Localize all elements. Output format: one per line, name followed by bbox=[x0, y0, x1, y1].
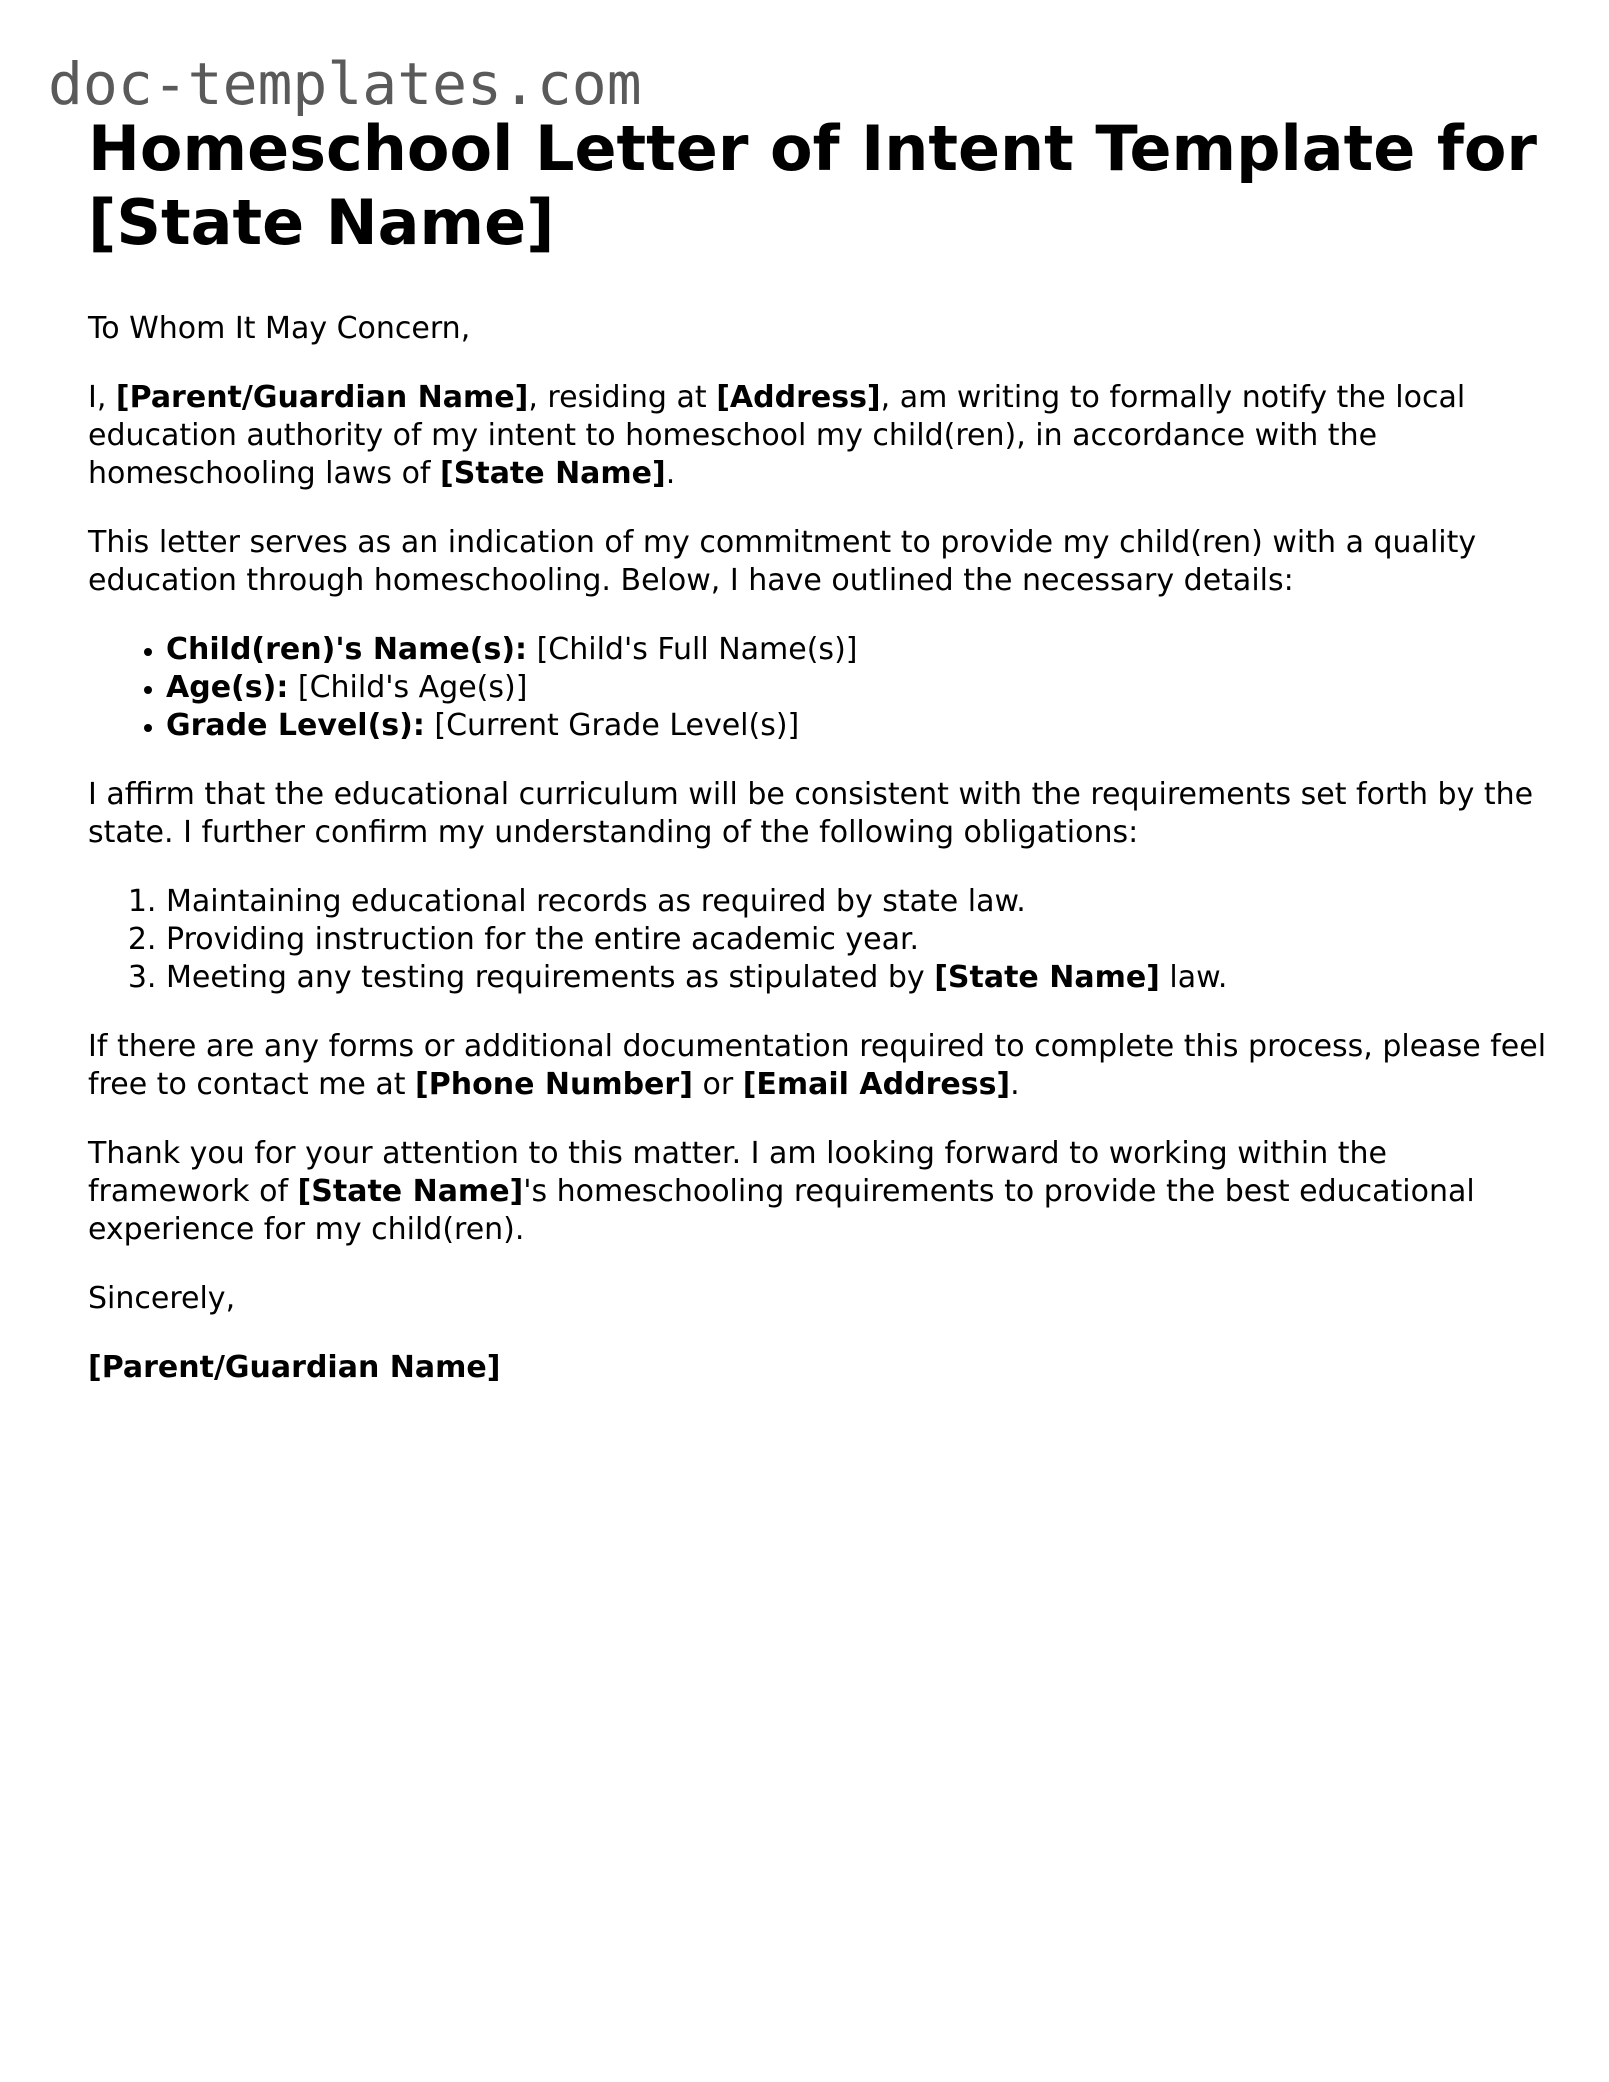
state-name-placeholder: [State Name] bbox=[440, 456, 666, 491]
parent-name-placeholder: [Parent/Guardian Name] bbox=[115, 380, 529, 415]
detail-label: Age(s): bbox=[166, 670, 289, 705]
closing: Sincerely, bbox=[88, 1281, 236, 1316]
list-item bbox=[166, 959, 1548, 997]
contact-text: or bbox=[692, 1067, 743, 1102]
state-name-placeholder: [State Name] bbox=[934, 960, 1160, 995]
email-placeholder: [Email Address] bbox=[742, 1067, 1011, 1102]
thanks-text: Thank you for your attention to this matter. I am looking forward to working within the framework of bbox=[88, 1136, 1388, 1209]
page-title: Homeschool Letter of Intent Template for [State Name] bbox=[88, 112, 1538, 259]
obligation-text: law. bbox=[1159, 960, 1228, 995]
list-item bbox=[166, 707, 1548, 745]
signature-name: [Parent/Guardian Name] bbox=[88, 1350, 501, 1385]
signature bbox=[88, 1349, 1548, 1387]
detail-label: Grade Level(s): bbox=[166, 708, 425, 743]
intro-paragraph bbox=[88, 379, 1548, 493]
obligation-text: Meeting any testing requirements as stipulated by bbox=[166, 960, 935, 995]
phone-placeholder: [Phone Number] bbox=[415, 1067, 693, 1102]
contact-text: If there are any forms or additional documentation required to complete this process, please feel free to contact me at bbox=[88, 1029, 1547, 1102]
intro-text: , residing at bbox=[528, 380, 717, 415]
detail-value: [Child's Age(s)] bbox=[288, 670, 528, 705]
list-item bbox=[166, 631, 1548, 669]
salutation: To Whom It May Concern, bbox=[88, 311, 471, 346]
detail-label: Child(ren)'s Name(s): bbox=[166, 632, 528, 667]
commitment-paragraph: This letter serves as an indication of my commitment to provide my child(ren) with a quality education through homeschooling. Below, I have outlined the necessary details: bbox=[88, 525, 1477, 598]
address-placeholder: [Address] bbox=[716, 380, 881, 415]
thanks-text: 's homeschooling requirements to provide the best educational experience for my child(ren). bbox=[88, 1174, 1475, 1247]
watermark: doc-templates.com bbox=[48, 50, 642, 118]
details-list bbox=[88, 631, 1548, 745]
letter-content bbox=[88, 112, 1548, 1387]
state-name-placeholder: [State Name] bbox=[297, 1174, 524, 1209]
intro-text: . bbox=[665, 456, 676, 491]
obligations-list bbox=[88, 883, 1548, 997]
letter-body bbox=[88, 310, 1548, 1387]
list-item bbox=[166, 669, 1548, 707]
thanks-paragraph bbox=[88, 1135, 1548, 1249]
affirm-paragraph: I affirm that the educational curriculum will be consistent with the requirements set forth by the state. I further confirm my understanding of the following obligations: bbox=[88, 777, 1534, 850]
detail-value: [Current Grade Level(s)] bbox=[424, 708, 800, 743]
contact-paragraph bbox=[88, 1028, 1548, 1104]
intro-text: I, bbox=[88, 380, 116, 415]
list-item: 2. Providing instruction for the entire academic year. bbox=[166, 921, 1548, 959]
detail-value: [Child's Full Name(s)] bbox=[527, 632, 858, 667]
list-item: 1. Maintaining educational records as required by state law. bbox=[166, 883, 1548, 921]
intro-text: , am writing to formally notify the local education authority of my intent to homeschool my child(ren), in accordance with the homeschooling laws of bbox=[88, 380, 1466, 491]
contact-text: . bbox=[1010, 1067, 1020, 1102]
